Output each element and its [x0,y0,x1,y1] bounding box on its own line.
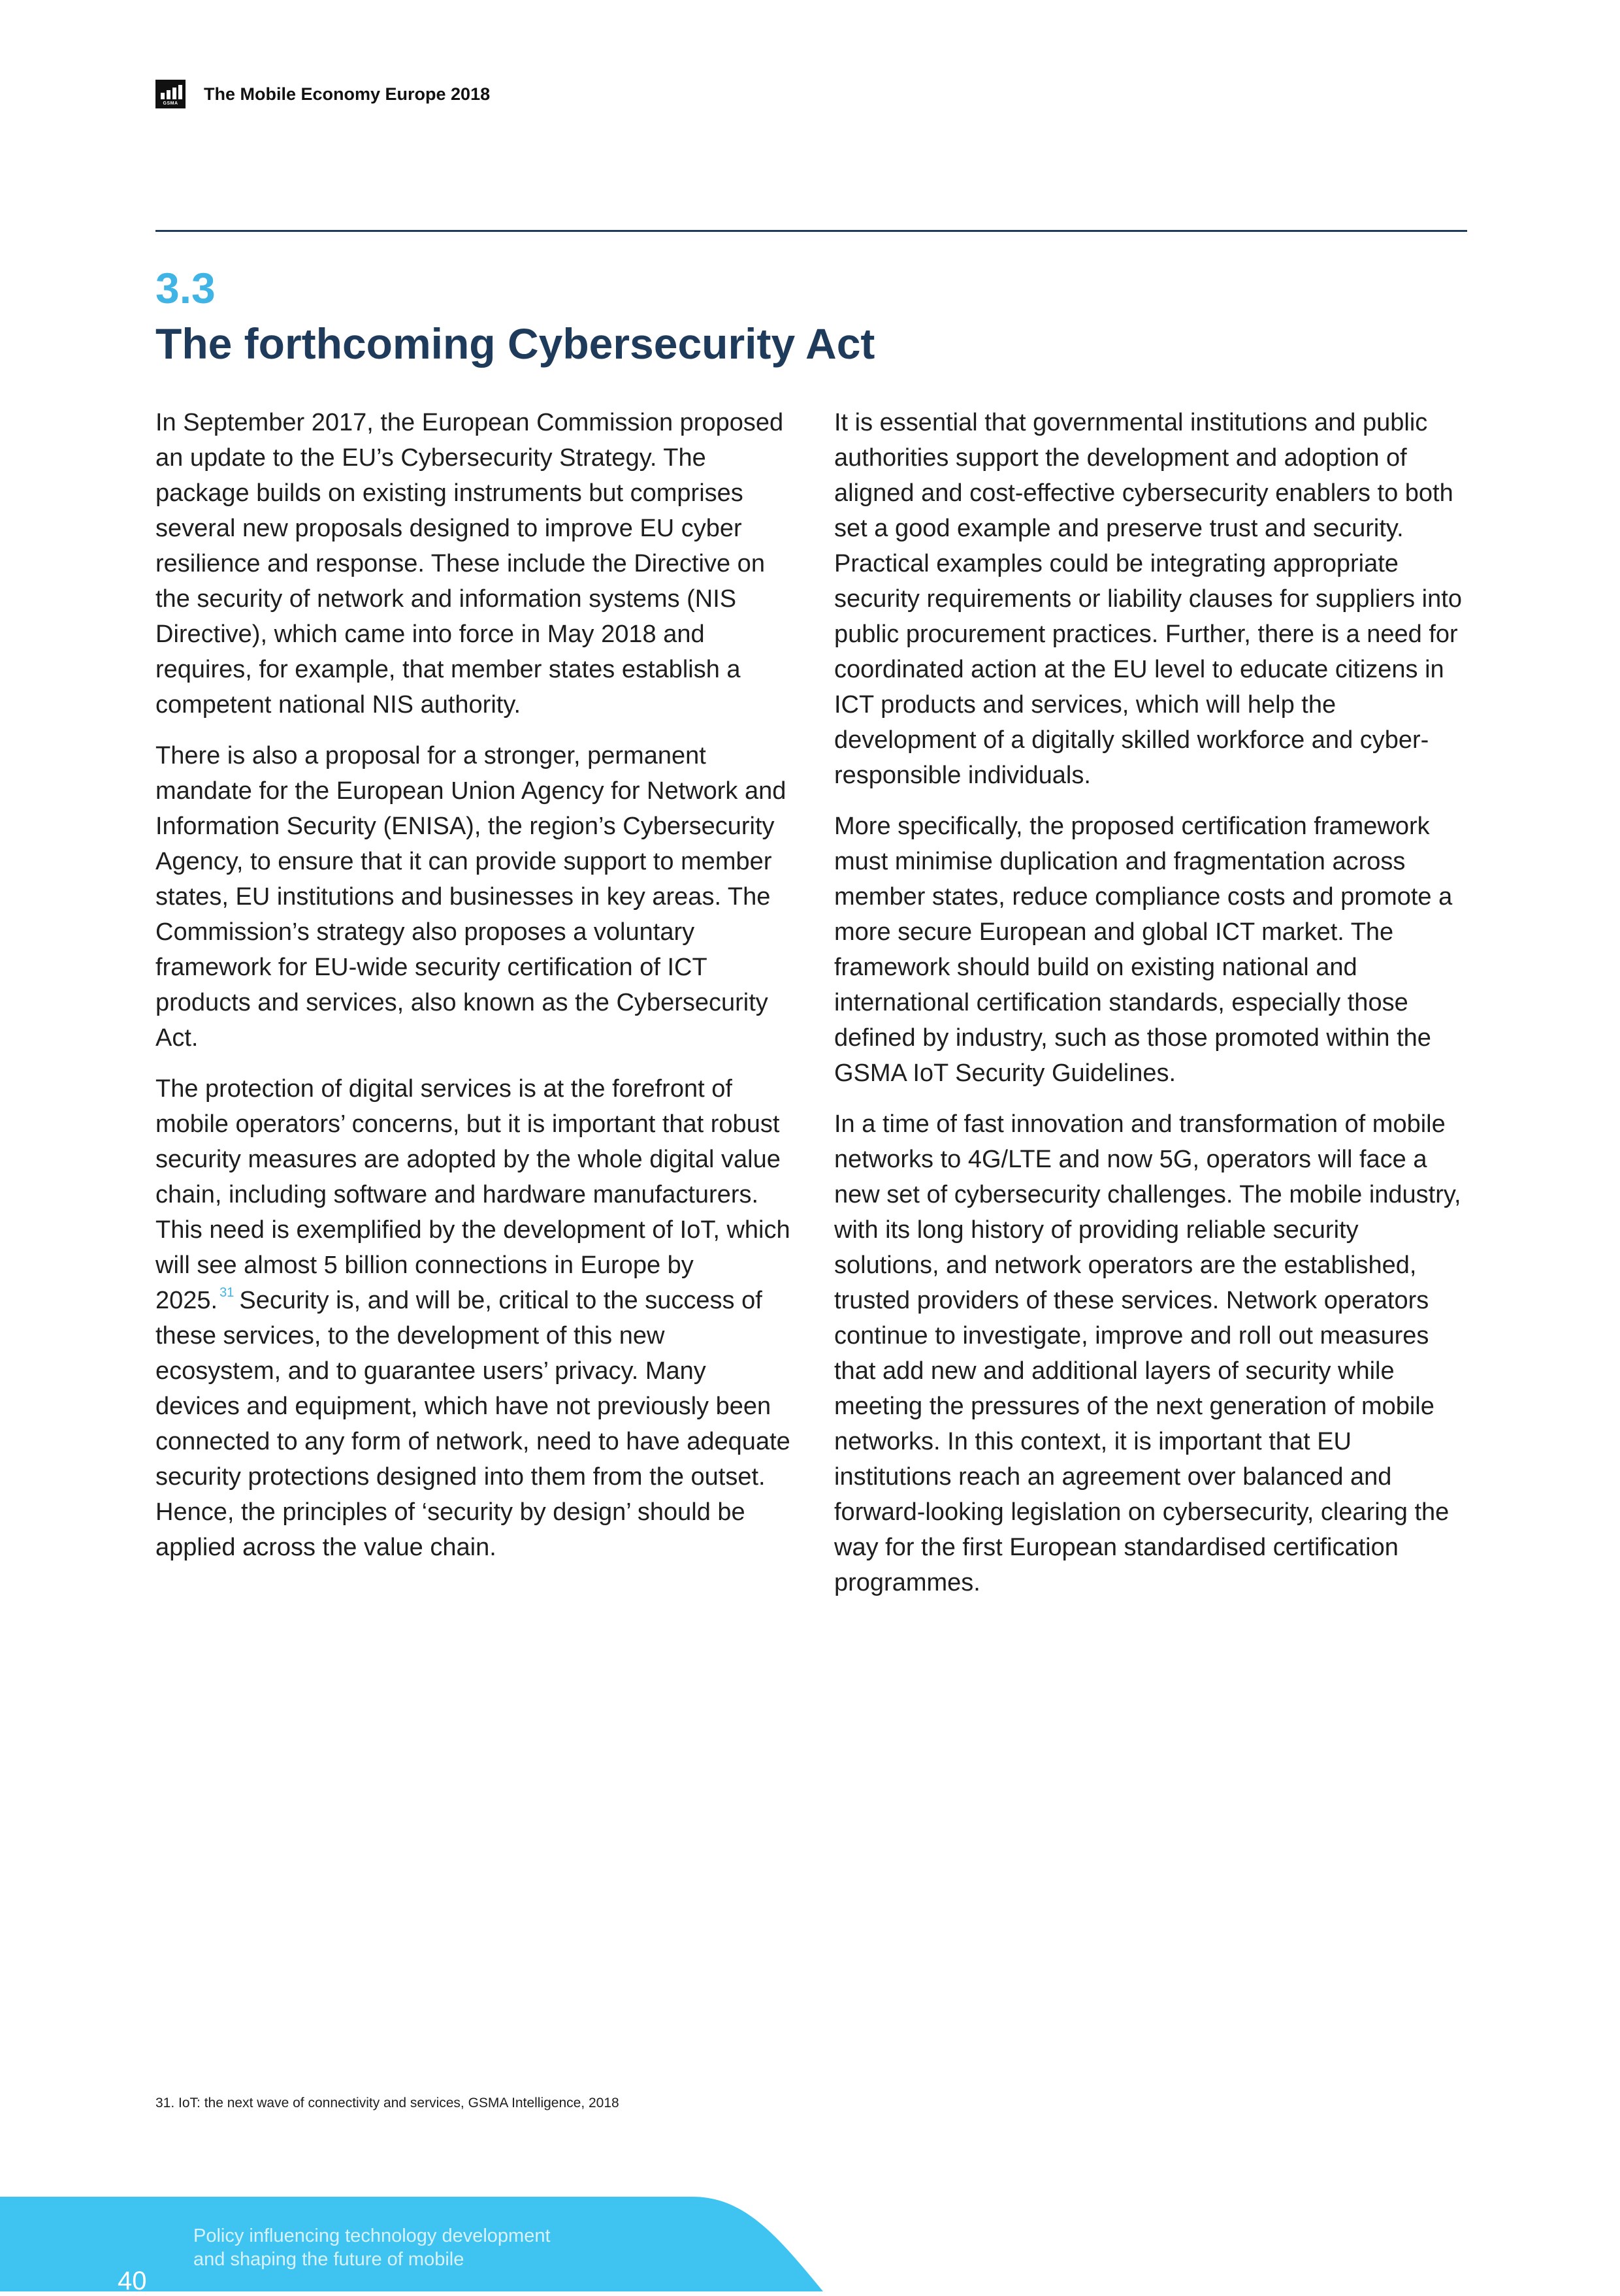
header-divider [155,230,1467,232]
paragraph-text: Security is, and will be, critical to the success of these services, to the development of this new ecosystem, and to guarantee users’ privacy. Many devices and equipment, which have not previously been connected to any form of network, need to have adequate security protections designed into them from the outset. Hence, the principles of ‘security by design’ should be applied across the value chain. [155,1287,790,1561]
paragraph-text: The protection of digital services is at the forefront of mobile operators’ concerns, but it is important that robust security measures are adopted by the whole digital value chain, including software and hardware manufacturers. This need is exemplified by the development of IoT, which will see almost 5 billion connections in Europe by 2025. [155,1075,790,1314]
page-number: 40 [118,2267,147,2295]
report-title: The Mobile Economy Europe 2018 [204,84,491,104]
footnote: 31. IoT: the next wave of connectivity and services, GSMA Intelligence, 2018 [155,2095,619,2110]
section-number: 3.3 [155,264,216,312]
paragraph: In September 2017, the European Commission proposed an update to the EU’s Cybersecurity Strategy. The package builds on existing instruments but comprises several new proposals designed to improve EU cyber resilience and response. These include the Directive on the security of network and information systems (NIS Directive), which came into force in May 2018 and requires, for example, that member states establish a competent national NIS authority. [155,409,784,719]
paragraph: There is also a proposal for a stronger, permanent mandate for the European Union Agency for Network and Information Security (ENISA), the region’s Cybersecurity Agency, to ensure that it can provide support to member states, EU institutions and businesses in key areas. The Commission’s strategy also proposes a voluntary framework for EU-wide security certification of ICT products and services, also known as the Cybersecurity Act. [155,742,786,1052]
footer-line: Policy influencing technology development [193,2225,551,2246]
section-title: The forthcoming Cybersecurity Act [155,319,875,368]
paragraph: It is essential that governmental institutions and public authorities support the development and adoption of aligned and cost-effective cybersecurity enablers to both set a good example and preserve trust and security. Practical examples could be integrating appropriate security requirements or liability clauses for suppliers into public procurement practices. Further, there is a need for coordinated action at the EU level to educate citizens in ICT products and services, which will help the development of a digitally skilled workforce and cyber-responsible individuals. [834,409,1462,789]
paragraph [155,1071,790,1565]
gsma-logo [155,80,186,108]
footnote-reference[interactable]: 31 [219,1285,235,1300]
paragraph: More specifically, the proposed certification framework must minimise duplication and fragmentation across member states, reduce compliance costs and promote a more secure European and global ICT market. The framework should build on existing national and international certification standards, especially those defined by industry, such as those promoted within the GSMA IoT Security Guidelines. [834,813,1453,1087]
footer-chapter-title [193,2224,551,2271]
right-column [834,405,1469,1616]
paragraph: In a time of fast innovation and transformation of mobile networks to 4G/LTE and now 5G, operators will face a new set of cybersecurity challenges. The mobile industry, with its long history of providing reliable security solutions, and network operators are the established, trusted providers of these services. Network operators continue to investigate, improve and roll out measures that add new and additional layers of security while meeting the pressures of the next generation of mobile networks. In this context, it is important that EU institutions reach an agreement over balanced and forward-looking legislation on cybersecurity, clearing the way for the first European standardised certification programmes. [834,1110,1461,1596]
page-header [155,80,490,108]
footer-line: and shaping the future of mobile [193,2249,464,2270]
logo-text: GSMA [163,101,178,106]
left-column [155,405,790,1581]
